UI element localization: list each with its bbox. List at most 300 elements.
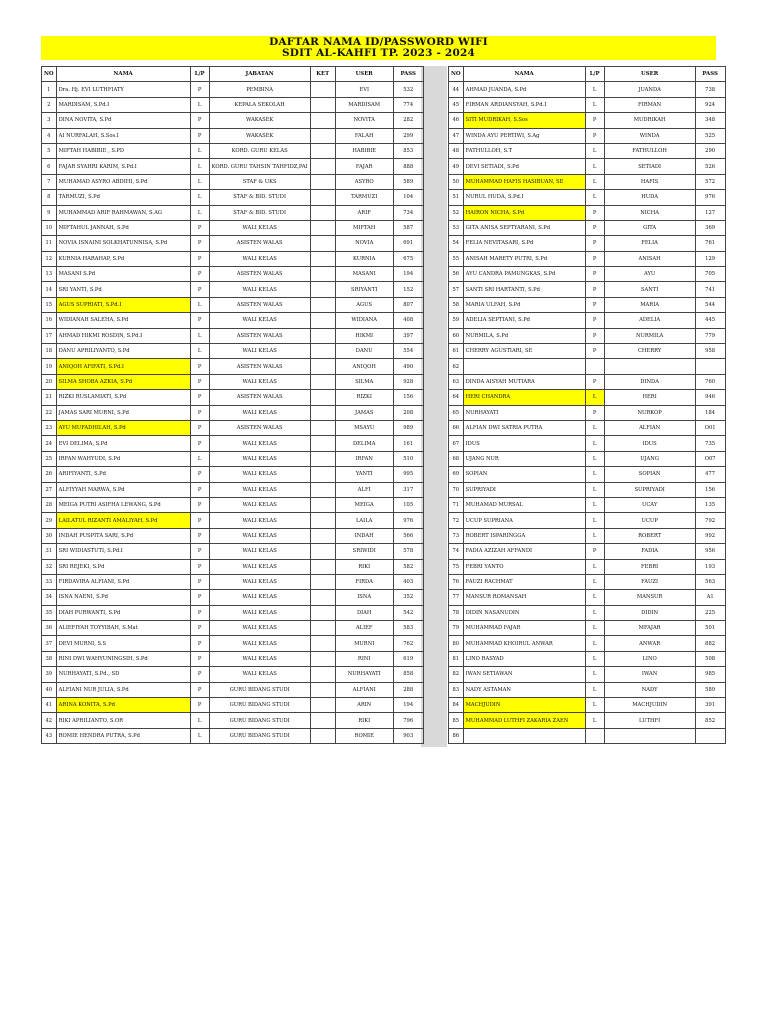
cell-no: 80: [449, 636, 464, 651]
table-row: [42, 605, 424, 620]
cell-user: HABIBIE: [335, 143, 393, 158]
cell-no: 83: [449, 682, 464, 697]
cell-lp: P: [190, 113, 209, 128]
cell-ket: [310, 420, 335, 435]
table-row: [42, 190, 424, 205]
table-row: [42, 159, 424, 174]
cell-ket: [310, 174, 335, 189]
cell-user: UJANG: [604, 451, 695, 466]
table-row: [449, 698, 726, 713]
right-header-row: [449, 67, 726, 82]
cell-lp: P: [190, 667, 209, 682]
cell-jabatan: WALI KELAS: [209, 313, 310, 328]
table-row: [449, 328, 726, 343]
cell-lp: P: [585, 220, 604, 235]
cell-nama: ADELIA SEPTIANI, S.Pd: [463, 313, 585, 328]
cell-lp: P: [190, 497, 209, 512]
cell-pass: 477: [695, 467, 725, 482]
cell-lp: P: [585, 328, 604, 343]
cell-ket: [310, 467, 335, 482]
cell-pass: 888: [393, 159, 423, 174]
table-row: [42, 174, 424, 189]
cell-ket: [310, 328, 335, 343]
cell-user: IDUS: [604, 436, 695, 451]
cell-user: TARMUZI: [335, 190, 393, 205]
cell-jabatan: WALI KELAS: [209, 282, 310, 297]
table-row: [449, 97, 726, 112]
cell-pass: 156: [695, 482, 725, 497]
cell-lp: L: [585, 682, 604, 697]
table-row: [449, 405, 726, 420]
table-row: [42, 374, 424, 389]
left-table: [41, 66, 424, 744]
cell-jabatan: WALI KELAS: [209, 621, 310, 636]
cell-no: 18: [42, 344, 57, 359]
cell-pass: 796: [393, 713, 423, 728]
cell-nama: FIRMAN ARDIANSYAH, S.Pd.I: [463, 97, 585, 112]
cell-lp: P: [190, 251, 209, 266]
cell-user: MSAYU: [335, 420, 393, 435]
cell-user: ANWAR: [604, 636, 695, 651]
cell-jabatan: ASISTEN WALAS: [209, 420, 310, 435]
cell-nama: GITA ANISA SEPTYARANI, S.Pd: [463, 220, 585, 235]
cell-nama: AHMAD JUANDA, S.Pd: [463, 82, 585, 97]
cell-pass: 397: [393, 328, 423, 343]
cell-ket: [310, 698, 335, 713]
cell-ket: [310, 651, 335, 666]
cell-pass: 741: [695, 282, 725, 297]
cell-lp: P: [585, 313, 604, 328]
table-row: [42, 143, 424, 158]
cell-no: 86: [449, 728, 464, 743]
cell-jabatan: PEMBINA: [209, 82, 310, 97]
cell-nama: WINDA AYU PERTIWI, S.Ag: [463, 128, 585, 143]
cell-pass: 542: [393, 605, 423, 620]
cell-user: FIRMAN: [604, 97, 695, 112]
table-row: [42, 698, 424, 713]
cell-lp: P: [190, 682, 209, 697]
table-row: [449, 220, 726, 235]
cell-user: DANU: [335, 344, 393, 359]
cell-no: 1: [42, 82, 57, 97]
cell-ket: [310, 728, 335, 743]
cell-pass: 184: [695, 405, 725, 420]
cell-no: 21: [42, 390, 57, 405]
cell-nama: DANU APRILIYANTO, S.Pd: [56, 344, 190, 359]
cell-lp: P: [190, 621, 209, 636]
cell-user: NICHA: [604, 205, 695, 220]
cell-no: 51: [449, 190, 464, 205]
cell-ket: [310, 251, 335, 266]
cell-nama: FEBRI YANTO: [463, 559, 585, 574]
cell-user: KURNIA: [335, 251, 393, 266]
cell-lp: L: [585, 621, 604, 636]
cell-lp: P: [585, 128, 604, 143]
table-row: [449, 651, 726, 666]
cell-user: DIAH: [335, 605, 393, 620]
cell-nama: MUHAMMAD KHOIRUL ANWAR: [463, 636, 585, 651]
cell-lp: L: [190, 713, 209, 728]
cell-jabatan: GURU BIDANG STUDI: [209, 698, 310, 713]
cell-nama: NURMILA, S.Pd: [463, 328, 585, 343]
cell-user: FALAH: [335, 128, 393, 143]
cell-no: 62: [449, 359, 464, 374]
cell-ket: [310, 605, 335, 620]
title-line-1: DAFTAR NAMA ID/PASSWORD WIFI: [269, 36, 488, 48]
cell-nama: DIDIN NASANUDIN: [463, 605, 585, 620]
table-row: [449, 451, 726, 466]
cell-user: HIKMI: [335, 328, 393, 343]
cell-lp: P: [585, 205, 604, 220]
cell-no: 64: [449, 390, 464, 405]
cell-pass: 760: [695, 374, 725, 389]
col-header-no: NO: [42, 67, 57, 82]
cell-user: ROMIE: [335, 728, 393, 743]
cell-lp: L: [585, 497, 604, 512]
cell-no: 77: [449, 590, 464, 605]
table-row: [42, 313, 424, 328]
cell-lp: L: [190, 297, 209, 312]
cell-lp: L: [585, 698, 604, 713]
cell-lp: P: [190, 236, 209, 251]
cell-jabatan: WAKASEK: [209, 113, 310, 128]
cell-user: MANSUR: [604, 590, 695, 605]
cell-no: 25: [42, 451, 57, 466]
cell-pass: 735: [695, 436, 725, 451]
cell-pass: 852: [695, 713, 725, 728]
cell-nama: ALFIANI NUR JULIA, S.Pd: [56, 682, 190, 697]
left-header-row: [42, 67, 424, 82]
col-header-jabatan: JABATAN: [209, 67, 310, 82]
table-row: [42, 682, 424, 697]
cell-no: 53: [449, 220, 464, 235]
cell-jabatan: ASISTEN WALAS: [209, 267, 310, 282]
cell-no: 31: [42, 544, 57, 559]
cell-no: 57: [449, 282, 464, 297]
cell-lp: P: [190, 559, 209, 574]
cell-lp: P: [190, 420, 209, 435]
cell-no: 11: [42, 236, 57, 251]
cell-pass: 976: [695, 190, 725, 205]
cell-lp: P: [190, 267, 209, 282]
cell-user: SANTI: [604, 282, 695, 297]
cell-nama: AI NURFALAH, S.Sos.I: [56, 128, 190, 143]
cell-pass: 299: [393, 128, 423, 143]
cell-nama: ALIEFIYAH TOYYIBAH, S.Mat: [56, 621, 190, 636]
cell-ket: [310, 236, 335, 251]
cell-pass: 928: [393, 374, 423, 389]
cell-pass: 792: [695, 513, 725, 528]
cell-lp: P: [190, 359, 209, 374]
cell-pass: 282: [393, 113, 423, 128]
cell-no: 48: [449, 143, 464, 158]
cell-ket: [310, 97, 335, 112]
cell-user: GITA: [604, 220, 695, 235]
table-row: [449, 313, 726, 328]
cell-lp: P: [585, 544, 604, 559]
cell-no: 26: [42, 467, 57, 482]
cell-nama: DIAH PURWANTI, S.Pd: [56, 605, 190, 620]
cell-no: 13: [42, 267, 57, 282]
cell-jabatan: WALI KELAS: [209, 651, 310, 666]
cell-nama: MUHAMMAD HAFIS HASIBUAN, SE: [463, 174, 585, 189]
cell-pass: A1: [695, 590, 725, 605]
cell-nama: NOVIA ISNAINI SOLKHATUNNISA, S.Pd: [56, 236, 190, 251]
cell-nama: FAUZI RACHMAT: [463, 574, 585, 589]
cell-user: SETIADI: [604, 159, 695, 174]
cell-nama: MANSUR ROMANSAH: [463, 590, 585, 605]
table-row: [449, 236, 726, 251]
cell-user: HERI: [604, 390, 695, 405]
cell-pass: 317: [393, 482, 423, 497]
cell-pass: 589: [393, 174, 423, 189]
table-row: [42, 113, 424, 128]
cell-lp: P: [190, 574, 209, 589]
cell-lp: P: [190, 282, 209, 297]
cell-lp: [585, 728, 604, 743]
cell-no: 73: [449, 528, 464, 543]
cell-no: 63: [449, 374, 464, 389]
cell-ket: [310, 190, 335, 205]
cell-jabatan: ASISTEN WALAS: [209, 297, 310, 312]
cell-no: 37: [42, 636, 57, 651]
cell-lp: L: [585, 574, 604, 589]
cell-user: IWAN: [604, 667, 695, 682]
cell-nama: FELIA NEVITASARI, S.Pd: [463, 236, 585, 251]
cell-nama: FIRDAVIRA ALFIANI, S.Pd: [56, 574, 190, 589]
cell-nama: LINO RASYAD: [463, 651, 585, 666]
cell-user: MEIGA: [335, 497, 393, 512]
cell-jabatan: STAF & UKS: [209, 174, 310, 189]
cell-nama: MUHAMMAD ARIF RAHMAWAN, S.AG: [56, 205, 190, 220]
table-row: [42, 405, 424, 420]
cell-pass: 578: [393, 544, 423, 559]
table-row: [449, 390, 726, 405]
cell-ket: [310, 128, 335, 143]
cell-user: DINDA: [604, 374, 695, 389]
cell-nama: ARINA KONITA, S.Pd: [56, 698, 190, 713]
cell-nama: MUHAMAD ASYRO ABDIHI, S.Pd: [56, 174, 190, 189]
cell-user: RIKI: [335, 713, 393, 728]
cell-ket: [310, 267, 335, 282]
cell-user: JAMAS: [335, 405, 393, 420]
cell-nama: IRFAN WAHYUDI, S.Pd: [56, 451, 190, 466]
table-row: [449, 359, 726, 374]
cell-no: 15: [42, 297, 57, 312]
table-row: [449, 205, 726, 220]
table-row: [42, 328, 424, 343]
cell-user: ALIEF: [335, 621, 393, 636]
cell-nama: RINI DWI WAHYUNINGSIH, S.Pd: [56, 651, 190, 666]
cell-pass: 956: [695, 544, 725, 559]
cell-nama: UJANG NUR: [463, 451, 585, 466]
cell-pass: 161: [393, 436, 423, 451]
cell-lp: L: [585, 451, 604, 466]
table-row: [42, 282, 424, 297]
table-row: [449, 482, 726, 497]
cell-jabatan: ASISTEN WALAS: [209, 390, 310, 405]
cell-no: 66: [449, 420, 464, 435]
cell-lp: P: [190, 467, 209, 482]
cell-pass: 853: [393, 143, 423, 158]
cell-lp: L: [585, 667, 604, 682]
table-row: [42, 451, 424, 466]
table-row: [449, 267, 726, 282]
cell-no: 82: [449, 667, 464, 682]
cell-nama: RIZKI RUSLAMIATI, S.Pd: [56, 390, 190, 405]
cell-nama: HERI CHANDRA: [463, 390, 585, 405]
cell-nama: [463, 728, 585, 743]
table-row: [42, 236, 424, 251]
cell-no: 3: [42, 113, 57, 128]
cell-ket: [310, 497, 335, 512]
cell-lp: P: [585, 344, 604, 359]
cell-user: SUPRIYADI: [604, 482, 695, 497]
cell-no: 32: [42, 559, 57, 574]
cell-no: 40: [42, 682, 57, 697]
table-row: [449, 621, 726, 636]
cell-pass: 391: [695, 698, 725, 713]
cell-user: ROBERT: [604, 528, 695, 543]
cell-jabatan: WALI KELAS: [209, 467, 310, 482]
cell-user: ANIQOH: [335, 359, 393, 374]
cell-pass: 807: [393, 297, 423, 312]
col-header-lp: L/P: [585, 67, 604, 82]
cell-pass: 194: [393, 698, 423, 713]
cell-lp: P: [190, 436, 209, 451]
cell-pass: 924: [695, 97, 725, 112]
cell-no: 7: [42, 174, 57, 189]
cell-ket: [310, 390, 335, 405]
cell-no: 67: [449, 436, 464, 451]
cell-user: ISNA: [335, 590, 393, 605]
cell-user: DELIMA: [335, 436, 393, 451]
cell-lp: L: [190, 190, 209, 205]
cell-lp: L: [585, 159, 604, 174]
cell-jabatan: WALI KELAS: [209, 451, 310, 466]
cell-ket: [310, 220, 335, 235]
cell-no: 76: [449, 574, 464, 589]
cell-jabatan: GURU BIDANG STUDI: [209, 682, 310, 697]
cell-nama: MASANI S.Pd: [56, 267, 190, 282]
cell-pass: 525: [695, 128, 725, 143]
cell-pass: 105: [393, 497, 423, 512]
cell-pass: 691: [393, 236, 423, 251]
cell-jabatan: WAKASEK: [209, 128, 310, 143]
cell-no: 46: [449, 113, 464, 128]
cell-ket: [310, 590, 335, 605]
table-row: [42, 251, 424, 266]
cell-no: 44: [449, 82, 464, 97]
cell-no: 49: [449, 159, 464, 174]
table-row: [449, 282, 726, 297]
cell-user: [604, 728, 695, 743]
cell-jabatan: WALI KELAS: [209, 667, 310, 682]
cell-lp: L: [585, 97, 604, 112]
cell-user: RINI: [335, 651, 393, 666]
col-header-ket: KET: [310, 67, 335, 82]
table-row: [449, 436, 726, 451]
cell-no: 22: [42, 405, 57, 420]
cell-pass: 734: [393, 205, 423, 220]
cell-lp: L: [585, 513, 604, 528]
cell-ket: [310, 436, 335, 451]
cell-user: INDAH: [335, 528, 393, 543]
cell-lp: P: [190, 405, 209, 420]
cell-lp: P: [585, 113, 604, 128]
cell-user: NURMILA: [604, 328, 695, 343]
table-row: [42, 128, 424, 143]
col-header-user: USER: [335, 67, 393, 82]
cell-nama: TARMUZI, S.Pd: [56, 190, 190, 205]
cell-user: ARIN: [335, 698, 393, 713]
table-row: [449, 728, 726, 743]
cell-user: YANTI: [335, 467, 393, 482]
table-row: [42, 528, 424, 543]
cell-no: 75: [449, 559, 464, 574]
cell-pass: 554: [393, 344, 423, 359]
cell-lp: L: [190, 728, 209, 743]
cell-lp: L: [190, 205, 209, 220]
table-row: [42, 467, 424, 482]
table-row: [42, 482, 424, 497]
cell-lp: P: [585, 405, 604, 420]
cell-lp: L: [585, 190, 604, 205]
cell-lp: P: [190, 390, 209, 405]
cell-lp: P: [585, 374, 604, 389]
cell-pass: O07: [695, 451, 725, 466]
table-row: [42, 297, 424, 312]
cell-lp: L: [190, 143, 209, 158]
cell-ket: [310, 621, 335, 636]
cell-pass: 705: [695, 267, 725, 282]
table-row: [449, 559, 726, 574]
cell-user: FEBRI: [604, 559, 695, 574]
cell-ket: [310, 636, 335, 651]
cell-nama: MIFTAHUL JANNAH, S.Pd: [56, 220, 190, 235]
cell-nama: DINDA AISYAH MUTIARA: [463, 374, 585, 389]
cell-nama: MEIGA PUTRI ASIFHA LEWANG, S.Pd: [56, 497, 190, 512]
table-row: [42, 390, 424, 405]
cell-user: HUDA: [604, 190, 695, 205]
cell-ket: [310, 482, 335, 497]
cell-pass: 774: [393, 97, 423, 112]
cell-nama: ISNA NAENI, S.Pd: [56, 590, 190, 605]
cell-pass: 882: [695, 636, 725, 651]
cell-lp: P: [585, 267, 604, 282]
cell-no: 69: [449, 467, 464, 482]
table-row: [449, 113, 726, 128]
cell-user: AGUS: [335, 297, 393, 312]
cell-user: FADIA: [604, 544, 695, 559]
cell-jabatan: WALI KELAS: [209, 574, 310, 589]
cell-pass: 583: [393, 621, 423, 636]
cell-nama: LAILATUL RIZANTI AMALIYAH, S.Pd: [56, 513, 190, 528]
cell-pass: 156: [393, 390, 423, 405]
cell-pass: 958: [695, 344, 725, 359]
cell-nama: ALFIAN DWI SATRIA PUTRA: [463, 420, 585, 435]
cell-lp: L: [585, 436, 604, 451]
cell-nama: Dra. Hj. EVI LUTHFIATY: [56, 82, 190, 97]
cell-no: 12: [42, 251, 57, 266]
cell-lp: P: [190, 605, 209, 620]
table-row: [449, 143, 726, 158]
cell-ket: [310, 713, 335, 728]
cell-ket: [310, 82, 335, 97]
cell-nama: SITI MUDRIKAH, S.Sos: [463, 113, 585, 128]
document-title: [41, 36, 716, 60]
cell-no: 56: [449, 267, 464, 282]
